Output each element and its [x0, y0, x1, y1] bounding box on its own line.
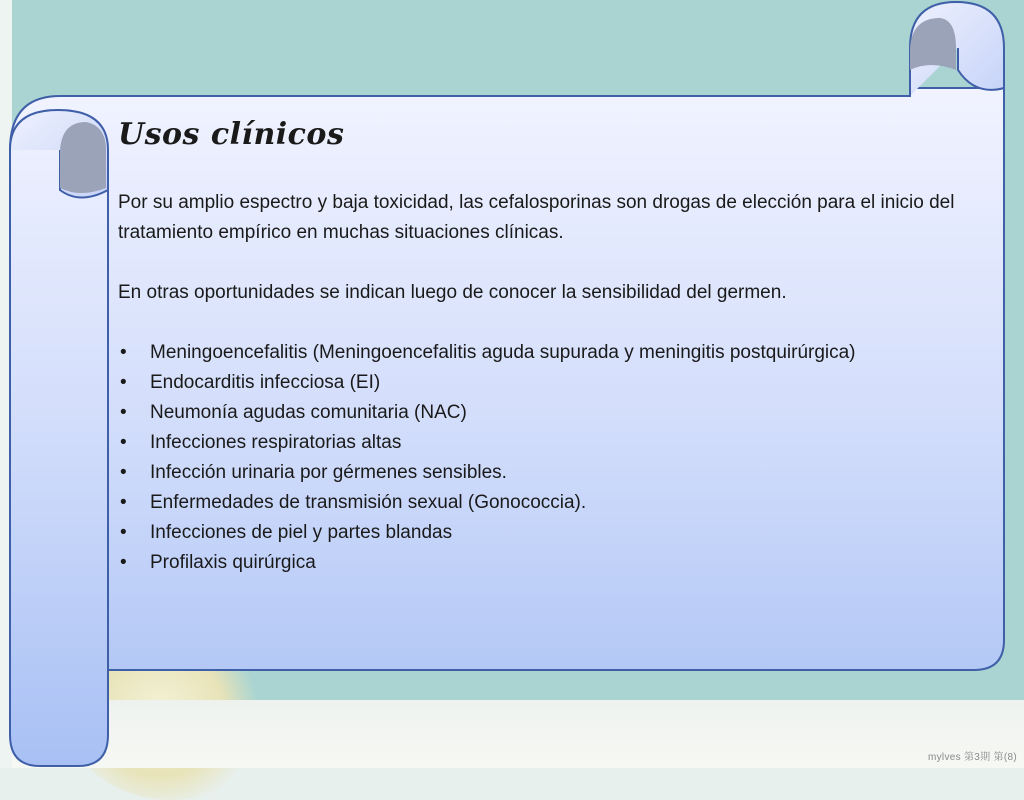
list-item	[118, 488, 988, 518]
list-item-text: Infecciones respiratorias altas	[150, 432, 402, 453]
intro-paragraph: Por su amplio espectro y baja toxicidad, las cefalosporinas son drogas de elección para el inicio del tratamiento empírico en muchas situaciones clínicas.	[118, 192, 955, 243]
list-item	[118, 398, 988, 428]
bullet-icon: •	[120, 342, 127, 363]
bullet-icon: •	[120, 372, 127, 393]
slide-title: Usos clínicos	[118, 117, 345, 152]
list-item-text: Enfermedades de transmisión sexual (Gonococcia).	[150, 492, 587, 513]
bullet-icon: •	[120, 492, 127, 513]
bullet-icon: •	[120, 462, 127, 483]
list-item	[118, 458, 988, 488]
list-item	[118, 368, 988, 398]
list-item	[118, 548, 988, 578]
uses-list	[118, 338, 988, 578]
list-item-text: Endocarditis infecciosa (EI)	[150, 372, 381, 393]
list-item-text: Neumonía agudas comunitaria (NAC)	[150, 402, 467, 423]
slide-content	[118, 112, 988, 652]
list-item	[118, 428, 988, 458]
bullet-icon: •	[120, 402, 127, 423]
list-item-text: Infección urinaria por gérmenes sensibles.	[150, 462, 507, 483]
left-curl-shadow	[60, 122, 106, 193]
list-item-text: Infecciones de piel y partes blandas	[150, 522, 453, 543]
list-item	[118, 518, 988, 548]
bullet-icon: •	[120, 432, 127, 453]
list-item-text: Meningoencefalitis (Meningoencefalitis aguda supurada y meningitis postquirúrgica)	[150, 342, 856, 363]
bullet-icon: •	[120, 552, 127, 573]
bullet-icon: •	[120, 522, 127, 543]
list-item	[118, 338, 988, 368]
second-paragraph: En otras oportunidades se indican luego de conocer la sensibilidad del germen.	[118, 282, 787, 303]
list-item-text: Profilaxis quirúrgica	[150, 552, 316, 573]
footer-text: mylves 第3期 第(8)	[928, 752, 1017, 763]
